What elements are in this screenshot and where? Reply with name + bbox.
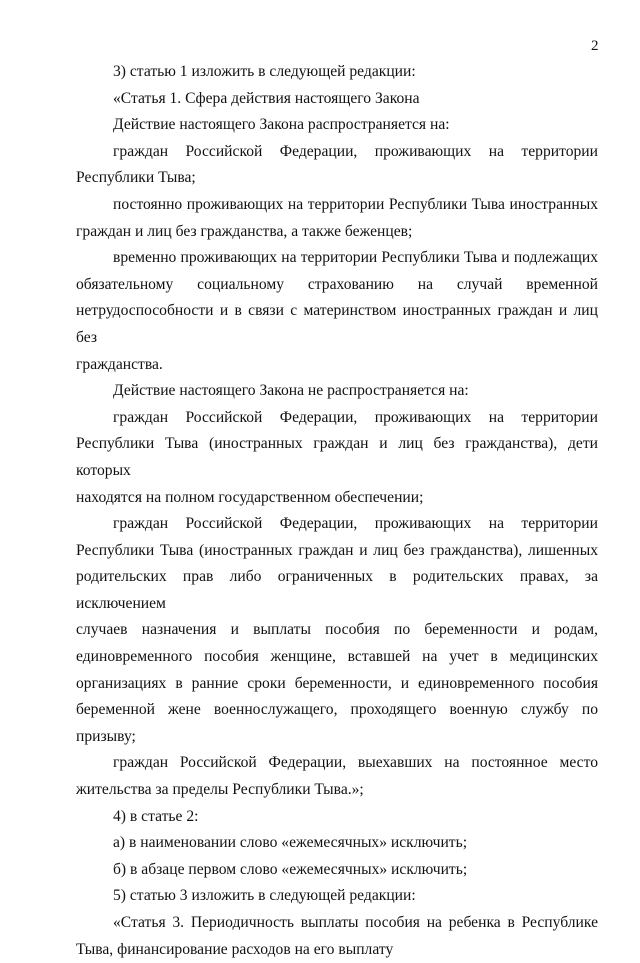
- paragraph: [76, 511, 598, 750]
- text-line: Тыва, финансирование расходов на его выплату: [76, 940, 394, 958]
- paragraph: [76, 883, 598, 910]
- text-line: граждан и лиц без гражданства, а также беженцев;: [76, 222, 413, 240]
- paragraph: [76, 59, 598, 86]
- text-line: «Статья 3. Периодичность выплаты пособия на ребенка в Республике: [113, 914, 598, 931]
- text-line: организациях в ранние сроки беременности, и единовременного пособия: [76, 674, 598, 692]
- paragraph: [76, 910, 598, 963]
- paragraph: [76, 86, 598, 113]
- text-line: 4) в статье 2:: [113, 807, 199, 825]
- text-line: случаев назначения и выплаты пособия по беременности и родам,: [76, 621, 598, 639]
- text-line: Республики Тыва (иностранных граждан и лиц без гражданства), дети которых: [76, 435, 598, 479]
- text-line: Действие настоящего Закона распространяется на:: [113, 116, 450, 134]
- text-line: Республики Тыва;: [76, 169, 196, 187]
- paragraph: [76, 830, 598, 857]
- text-line: 3) статью 1 изложить в следующей редакции:: [113, 63, 416, 80]
- text-line: граждан Российской Федерации, проживающих на территории: [113, 408, 598, 426]
- text-line: б) в абзаце первом слово «ежемесячных» исключить;: [113, 860, 468, 878]
- text-line: временно проживающих на территории Республики Тыва и подлежащих: [113, 249, 598, 267]
- paragraph: [76, 750, 598, 803]
- text-line: нетрудоспособности и в связи с материнством иностранных граждан и лиц без: [76, 302, 598, 346]
- paragraph: [76, 405, 598, 511]
- text-line: беременной жене военнослужащего, проходящего военную службу по призыву;: [76, 701, 598, 745]
- text-line: «Статья 1. Сфера действия настоящего Закона: [113, 89, 420, 107]
- paragraph: [76, 245, 598, 378]
- text-line: граждан Российской Федерации, выехавших на постоянное место: [113, 754, 598, 772]
- paragraph: [76, 804, 598, 831]
- text-line: обязательному социальному страхованию на случай временной: [76, 275, 598, 293]
- text-line: единовременного пособия женщине, вставшей на учет в медицинских: [76, 648, 598, 666]
- text-line: граждан Российской Федерации, проживающих на территории: [113, 515, 598, 533]
- paragraph: [76, 139, 598, 192]
- document-body: [76, 59, 598, 963]
- paragraph: [76, 857, 598, 884]
- text-line: постоянно проживающих на территории Республики Тыва иностранных: [113, 195, 598, 213]
- text-line: родительских прав либо ограниченных в родительских правах, за исключением: [76, 568, 598, 612]
- text-line: а) в наименовании слово «ежемесячных» исключить;: [113, 834, 468, 852]
- text-line: граждан Российской Федерации, проживающих на территории: [113, 142, 598, 160]
- text-line: гражданства.: [76, 355, 163, 373]
- text-line: Действие настоящего Закона не распространяется на:: [113, 382, 469, 400]
- paragraph: [76, 112, 598, 139]
- text-line: 5) статью 3 изложить в следующей редакции:: [113, 887, 416, 905]
- text-line: жительства за пределы Республики Тыва.»;: [76, 781, 364, 799]
- text-line: Республики Тыва (иностранных граждан и лиц без гражданства), лишенных: [76, 541, 598, 559]
- paragraph: [76, 192, 598, 245]
- text-line: находятся на полном государственном обеспечении;: [76, 488, 424, 506]
- page-number: 2: [591, 38, 599, 54]
- paragraph: [76, 378, 598, 405]
